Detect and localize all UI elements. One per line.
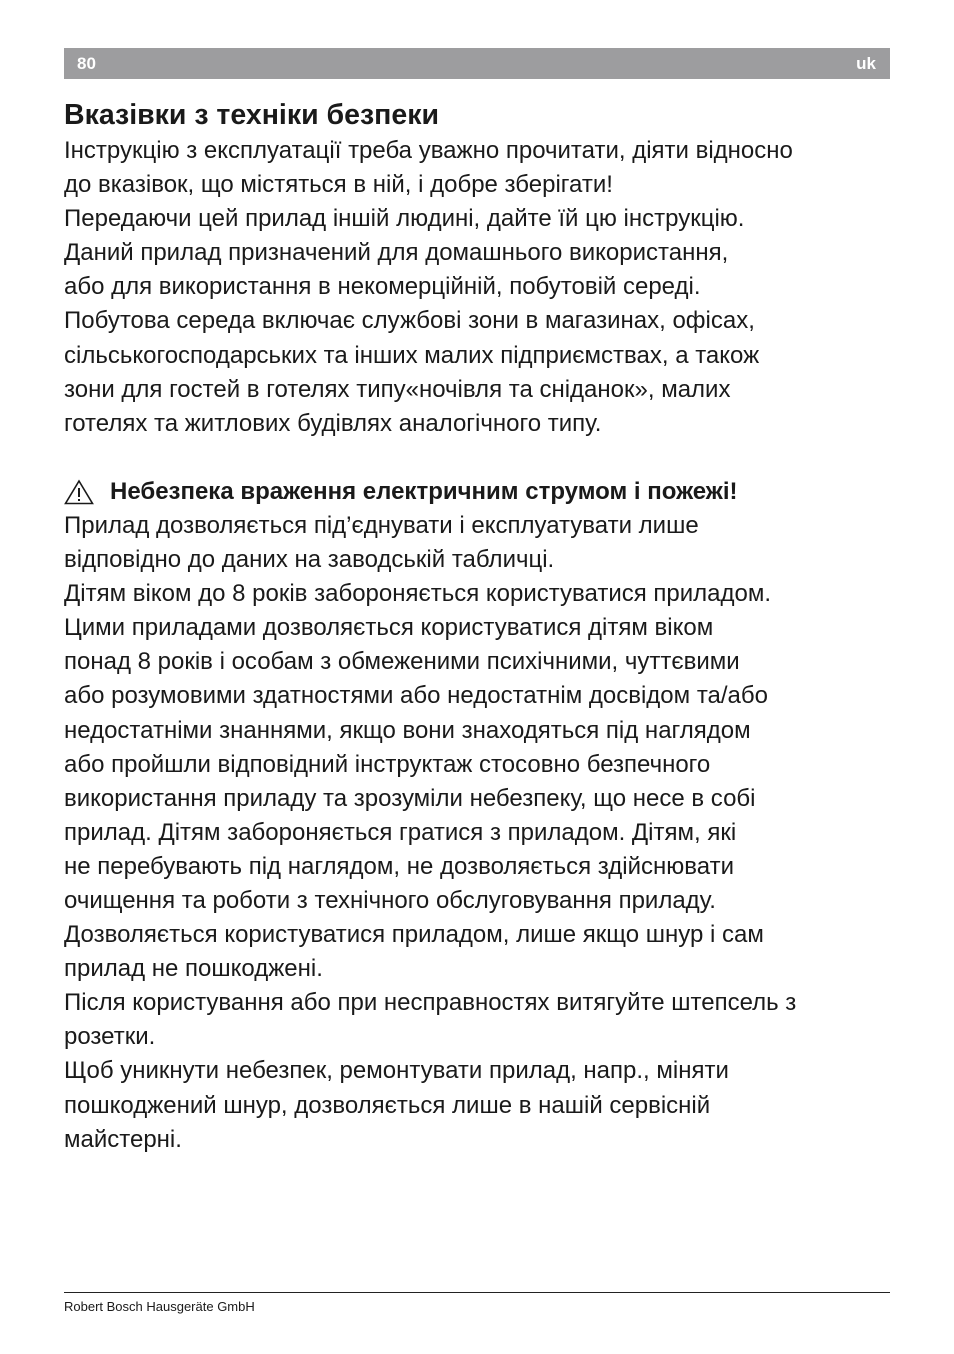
warning-line: понад 8 років і особам з обмеженими психічними, чуттєвими (64, 648, 740, 676)
warning-line: або розумовими здатностями або недостатнім досвідом та/або (64, 682, 768, 710)
page-content (64, 96, 894, 1157)
intro-line: готелях та житлових будівлях аналогічного типу. (64, 409, 602, 437)
intro-line: Побутова середа включає службові зони в магазинах, офісах, (64, 307, 755, 335)
page-header-bar (64, 48, 890, 79)
intro-line: Даний прилад призначений для домашнього використання, (64, 239, 729, 267)
warning-line: Прилад дозволяється під’єднувати і експлуатувати лише (64, 511, 699, 539)
paragraph-spacer (64, 441, 894, 475)
warning-line: очищення та роботи з технічного обслуговування приладу. (64, 886, 716, 914)
intro-line: Передаючи цей прилад іншій людині, дайте їй цю інструкцію. (64, 205, 745, 233)
footer-divider (64, 1292, 890, 1293)
warning-line: Щоб уникнути небезпек, ремонтувати прилад, напр., міняти (64, 1057, 729, 1085)
intro-line: зони для гостей в готелях типу«ночівля та сніданок», малих (64, 375, 731, 403)
page-number: 80 (77, 54, 96, 73)
warning-line: Дітям віком до 8 років забороняється користуватися приладом. (64, 580, 772, 608)
warning-paragraph (64, 509, 894, 1157)
intro-line: до вказівок, що містяться в ній, і добре зберігати! (64, 171, 613, 199)
intro-line: або для використання в некомерційній, побутовій середі. (64, 273, 701, 301)
intro-paragraph (64, 134, 894, 441)
warning-line: прилад не пошкоджені. (64, 955, 323, 983)
warning-line: відповідно до даних на заводській табличці. (64, 546, 555, 574)
warning-line: або пройшли відповідний інструктаж стосовно безпечного (64, 750, 711, 778)
warning-line: Після користування або при несправностях витягуйте штепсель з (64, 989, 797, 1017)
warning-line: використання приладу та зрозуміли небезпеку, що несе в собі (64, 784, 756, 812)
language-code: uk (856, 54, 876, 73)
warning-line: розетки. (64, 1023, 156, 1051)
warning-line: майстерні. (64, 1125, 182, 1153)
warning-triangle-icon (64, 479, 94, 505)
warning-line: прилад. Дітям забороняється гратися з приладом. Дітям, які (64, 818, 737, 846)
warning-heading-text: Небезпека враження електричним струмом і пожежі! (110, 477, 738, 505)
warning-line: не перебувають під наглядом, не дозволяється здійснювати (64, 852, 734, 880)
warning-heading (64, 475, 894, 509)
warning-line: Дозволяється користуватися приладом, лише якщо шнур і сам (64, 921, 764, 949)
warning-line: недостатніми знаннями, якщо вони знаходяться під наглядом (64, 716, 751, 744)
warning-line: Цими приладами дозволяється користуватися дітям віком (64, 614, 714, 642)
footer-company: Robert Bosch Hausgeräte GmbH (64, 1299, 255, 1314)
intro-line: сільськогосподарських та інших малих підприємствах, а також (64, 341, 760, 369)
section-title: Вказівки з техніки безпеки (64, 99, 440, 131)
intro-line: Інструкцію з експлуатації треба уважно прочитати, діяти відносно (64, 137, 793, 164)
warning-line: пошкоджений шнур, дозволяється лише в нашій сервісній (64, 1091, 711, 1119)
